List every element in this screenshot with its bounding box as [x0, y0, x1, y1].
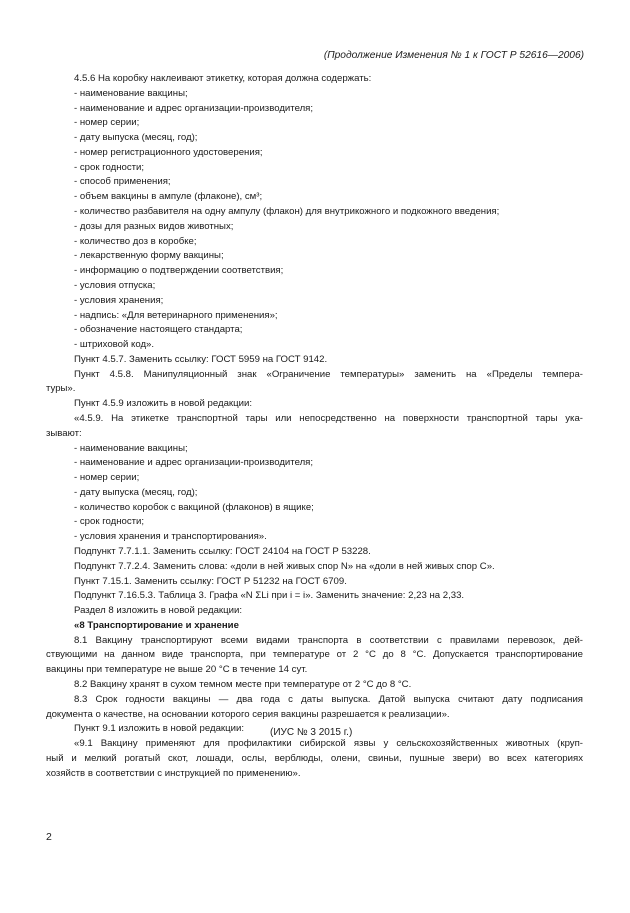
text-line: вакцины при температуре не выше 20 °С в течение 14 сут.: [46, 664, 308, 676]
text-line: - дозы для разных видов животных;: [74, 220, 234, 232]
text-line: - наименование и адрес организации-производителя;: [74, 102, 314, 114]
text-line: - наименование вакцины;: [74, 87, 188, 99]
text-line: Пункт 9.1 изложить в новой редакции:: [74, 723, 244, 735]
text-line: - штриховой код».: [74, 339, 155, 351]
text-line: - срок годности;: [74, 516, 145, 528]
text-line: Пункт 4.5.9 изложить в новой редакции:: [74, 398, 252, 410]
text-line: - надпись: «Для ветеринарного применения»;: [74, 309, 278, 321]
text-line: - условия отпуска;: [74, 279, 156, 291]
text-line: Подпункт 7.16.5.3. Таблица 3. Графа «N ΣLi при i = i». Заменить значение: 2,23 на 2,33.: [74, 590, 465, 602]
text-line: - наименование и адрес организации-производителя;: [74, 457, 314, 469]
ius-reference: (ИУС № 3 2015 г.): [270, 727, 353, 738]
text-line: - объем вакцины в ампуле (флаконе), см³;: [74, 191, 263, 203]
text-line: хозяйств в соответствии с инструкцией по применению».: [46, 767, 301, 779]
continuation-header: (Продолжение Изменения № 1 к ГОСТ Р 52616—2006): [323, 50, 584, 61]
text-line: - способ применения;: [74, 176, 171, 188]
text-line: 8.2 Вакцину хранят в сухом темном месте при температуре от 2 °С до 8 °С.: [74, 678, 412, 690]
text-line: Раздел 8 изложить в новой редакции:: [74, 605, 243, 617]
text-line: Пункт 4.5.7. Заменить ссылку: ГОСТ 5959 на ГОСТ 9142.: [74, 353, 328, 365]
text-line: 4.5.6 На коробку наклеивают этикетку, которая должна содержать:: [74, 73, 372, 84]
text-line: - номер серии;: [74, 117, 140, 129]
text-line: «4.5.9. На этикетке транспортной тары или непосредственно на поверхности транспортной тары ука-: [74, 412, 583, 424]
document-body: [46, 72, 583, 781]
text-line: Подпункт 7.7.2.4. Заменить слова: «доли в ней живых спор N» на «доли в ней живых спор C».: [74, 560, 495, 572]
text-line: ный и мелкий рогатый скот, лошади, ослы, верблюды, олени, свиньи, пушные звери) во всех категориях: [46, 752, 583, 764]
text-line: - количество коробок с вакциной (флаконов) в ящике;: [74, 501, 314, 513]
text-line: Пункт 4.5.8. Манипуляционный знак «Ограничение температуры» заменить на «Пределы темпера-: [74, 368, 583, 380]
text-line: документа о качестве, на основании которого серия вакцины разрешается к реализации».: [46, 708, 450, 720]
text-line: - количество разбавителя на одну ампулу (флакон) для внутрикожного и подкожного введения;: [74, 206, 500, 218]
text-line: - лекарственную форму вакцины;: [74, 250, 224, 262]
text-line: «8 Транспортирование и хранение: [74, 619, 239, 631]
text-line: ствующими на данном виде транспорта, при температуре от 2 °С до 8 °С. Допускается транспортирование: [46, 649, 583, 661]
text-line: Пункт 7.15.1. Заменить ссылку: ГОСТ Р 51232 на ГОСТ 6709.: [74, 575, 347, 587]
text-line: - дату выпуска (месяц, год);: [74, 132, 198, 144]
text-line: - количество доз в коробке;: [74, 235, 197, 247]
text-line: - условия хранения и транспортирования».: [74, 531, 267, 543]
page-number: 2: [46, 831, 52, 843]
text-line: «9.1 Вакцину применяют для профилактики сибирской язвы у сельскохозяйственных животных (круп-: [74, 738, 583, 750]
text-line: туры».: [46, 383, 76, 395]
text-line: - условия хранения;: [74, 294, 164, 306]
text-line: - дату выпуска (месяц, год);: [74, 486, 198, 498]
text-line: - наименование вакцины;: [74, 442, 188, 454]
text-line: - срок годности;: [74, 161, 145, 173]
text-line: - номер регистрационного удостоверения;: [74, 146, 263, 158]
text-line: 8.1 Вакцину транспортируют всеми видами транспорта в соответствии с правилами перевозок, дей-: [74, 634, 583, 646]
text-line: - информацию о подтверждении соответствия;: [74, 265, 284, 277]
text-line: зывают:: [46, 427, 82, 439]
text-line: - обозначение настоящего стандарта;: [74, 324, 243, 336]
text-line: 8.3 Срок годности вакцины — два года с даты выпуска. Датой выпуска считают дату подписания: [74, 693, 583, 705]
text-line: Подпункт 7.7.1.1. Заменить ссылку: ГОСТ 24104 на ГОСТ Р 53228.: [74, 545, 371, 557]
text-line: - номер серии;: [74, 472, 140, 484]
